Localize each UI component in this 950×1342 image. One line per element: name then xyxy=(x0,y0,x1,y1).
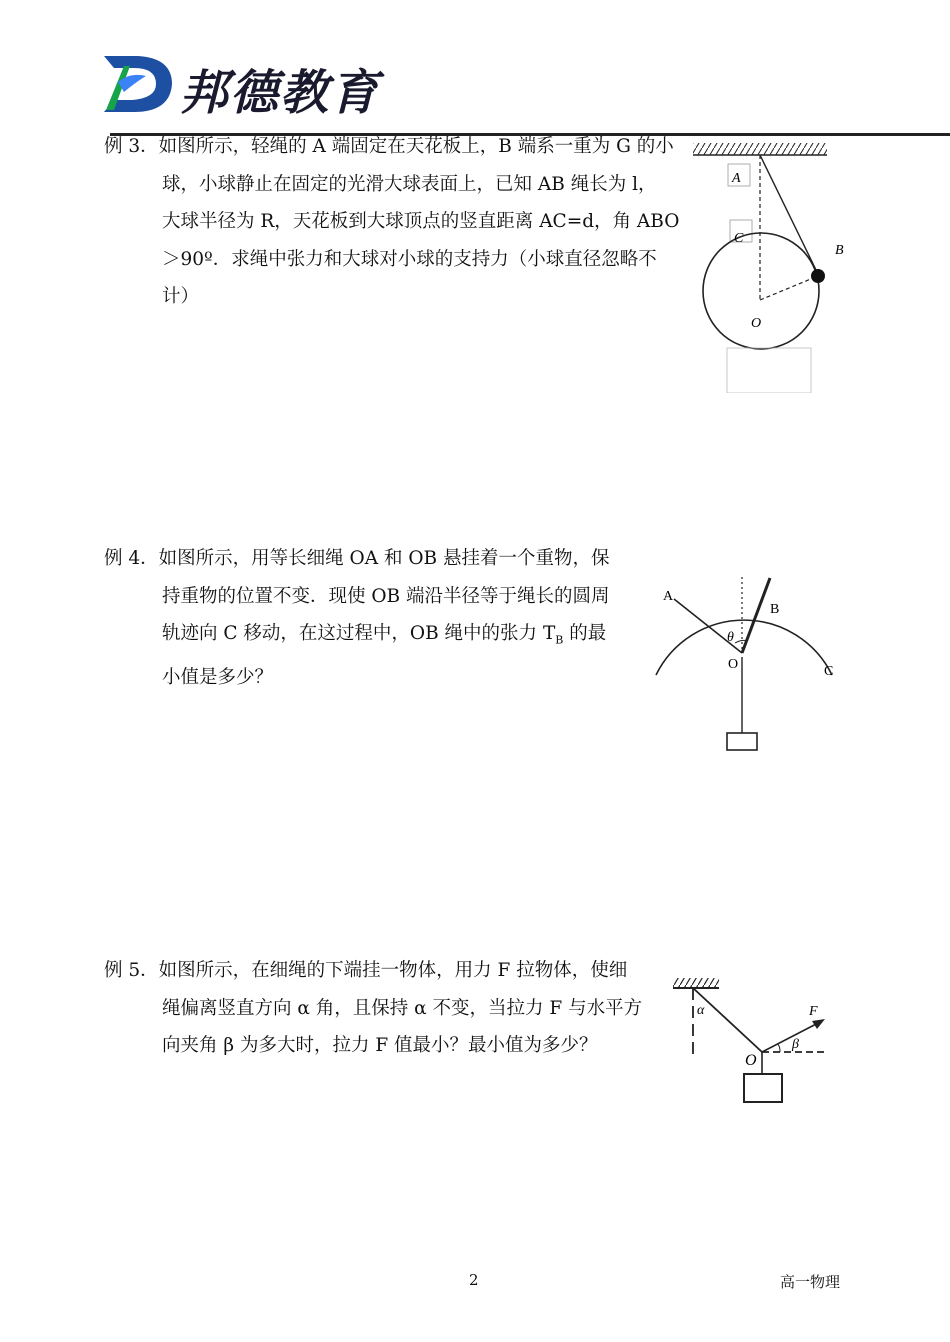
example-3-text xyxy=(104,128,679,316)
ceiling-hatch xyxy=(673,978,719,988)
example-3-line-5: 计） xyxy=(162,286,200,307)
example-5-line-2: 绳偏离竖直方向 α 角，且保持 α 不变，当拉力 F 与水平方 xyxy=(162,997,643,1019)
ceiling-hatch xyxy=(693,143,827,155)
example-3-line-2: 球，小球静止在固定的光滑大球表面上，已知 AB 绳长为 l， xyxy=(162,173,657,195)
small-ball xyxy=(811,269,825,283)
label-o: O xyxy=(751,316,762,331)
weight-block xyxy=(727,733,757,750)
label-a: A xyxy=(663,589,674,604)
example-5-figure xyxy=(668,975,833,1110)
radius-ob-dashed xyxy=(760,276,818,300)
rope-ob xyxy=(742,578,770,653)
page-number: 2 xyxy=(469,1271,479,1289)
label-o: O xyxy=(745,1052,757,1069)
big-sphere xyxy=(703,233,819,349)
label-o: O xyxy=(728,657,739,672)
example-4-line-3-tail: 的最 xyxy=(563,623,607,644)
label-f: F xyxy=(809,1004,818,1019)
support-stand xyxy=(727,348,811,393)
example-4-figure xyxy=(638,565,850,757)
example-4-line-1: 例 4．如图所示，用等长细绳 OA 和 OB 悬挂着一个重物，保 xyxy=(104,548,610,569)
example-5-line-1: 例 5．如图所示，在细绳的下端挂一物体，用力 F 拉物体，使细 xyxy=(104,960,628,981)
weight-block xyxy=(744,1074,782,1102)
example-4-line-2: 持重物的位置不变．现使 OB 端沿半径等于绳长的圆周 xyxy=(162,585,610,607)
logo-text: 邦德教育 xyxy=(180,65,381,121)
example-3-line-3: 大球半径为 R，天花板到大球顶点的竖直距离 AC=d，角 ABO xyxy=(162,211,680,232)
example-5-text xyxy=(104,952,642,1065)
footer-subject: 高一物理 xyxy=(780,1273,841,1291)
label-c: C xyxy=(734,231,744,246)
logo xyxy=(100,52,420,121)
example-3-line-1: 例 3．如图所示，轻绳的 A 端固定在天花板上，B 端系一重为 G 的小 xyxy=(104,136,674,157)
example-3-line-4: ＞90º．求绳中张力和大球对小球的支持力（小球直径忽略不 xyxy=(162,248,657,270)
label-b: B xyxy=(835,243,844,258)
example-4-text xyxy=(104,540,610,697)
beta-arc xyxy=(777,1044,780,1052)
example-4-line-3-main: 轨迹向 C 移动，在这过程中，OB 绳中的张力 T xyxy=(162,623,556,644)
tension-subscript: B xyxy=(555,633,564,647)
example-5-line-3: 向夹角 β 为多大时，拉力 F 值最小？最小值为多少？ xyxy=(162,1035,598,1056)
label-a: A xyxy=(732,171,741,186)
label-b: B xyxy=(770,602,780,617)
rope xyxy=(693,988,762,1052)
rope-ab xyxy=(760,155,818,274)
example-3-figure xyxy=(690,138,860,393)
label-beta: β xyxy=(792,1037,799,1052)
label-theta: θ xyxy=(727,630,734,645)
logo-emblem-icon xyxy=(100,52,180,116)
label-c: C xyxy=(824,664,834,679)
label-alpha: α xyxy=(697,1003,705,1018)
example-4-line-3 xyxy=(104,615,610,659)
example-4-line-4: 小值是多少？ xyxy=(162,667,274,689)
force-arrow-shaft xyxy=(762,1022,820,1052)
force-arrow-head-icon xyxy=(812,1019,825,1029)
